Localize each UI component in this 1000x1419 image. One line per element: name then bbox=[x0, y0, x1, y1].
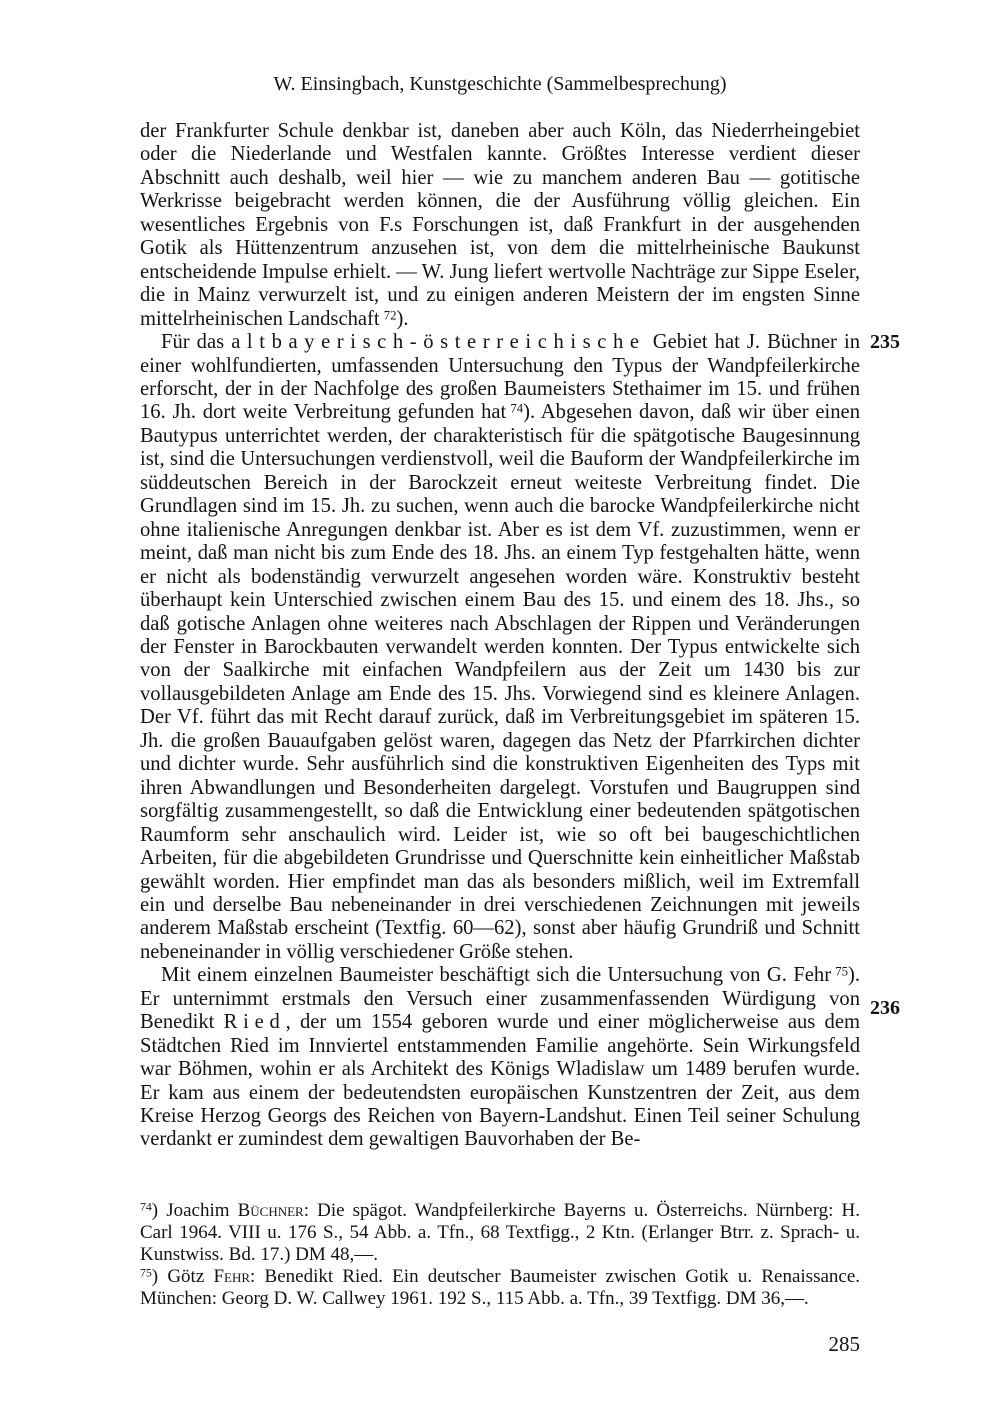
footnote-75-mark: 75 bbox=[140, 1266, 152, 1280]
page-number: 285 bbox=[828, 1332, 860, 1356]
footnote-75 bbox=[140, 1266, 860, 1310]
footnote-74-close: ) bbox=[151, 1200, 159, 1221]
paragraph-1-text: der Frankfurter Schule denkbar ist, daneben aber auch Köln, das Niederrheingebiet oder die Niederlande und Westfalen kannte. Größtes Interesse verdient dieser Abschnitt auch deshalb, weil hier — wie zu manchem anderen Bau — gotitische Werkrisse beigebracht werden können, die der Ausführung völlig gleichen. Ein wesentliches Ergebnis von F.s Forschungen ist, daß Frankfurt in der ausgehenden Gotik als Hüttenzentrum anzusehen ist, von dem die mittelrheinische Baukunst entscheidende Impulse erhielt. — W. Jung liefert wertvolle Nachträge zur Sippe Eseler, die in Mainz verwurzelt ist, und zu einigen anderen Meistern der im engsten Sinne mittelrheinischen Landschaft bbox=[140, 120, 860, 330]
footnote-75-text: : Benedikt Ried. Ein deutscher Baumeister zwischen Gotik u. Renaissance. München: Georg D. W. Callwey 1961. 192 S., 115 Abb. a. Tfn., 39 Textfigg. DM 36,—. bbox=[140, 1266, 861, 1309]
paragraph-1-end: ). bbox=[396, 307, 409, 330]
footnote-74-given-name: Joachim bbox=[166, 1200, 230, 1221]
paragraph-3-spaced-name: Ried bbox=[223, 1011, 286, 1034]
running-head: W. Einsingbach, Kunstgeschichte (Sammelbesprechung) bbox=[273, 73, 727, 95]
footnote-74-author: Büchner bbox=[237, 1200, 304, 1221]
paragraph-3 bbox=[140, 964, 860, 1152]
paragraph-2-after: Gebiet hat J. Büchner in einer wohlfundierten, umfassenden Untersuchung den Typus der Wandpfeilerkirche erforscht, der in der Nachfolge des großen Baumeisters Stethaimer im 15. und frühen 16. Jh. dort weite Verbreitung gefunden hat bbox=[140, 331, 860, 424]
body-text bbox=[140, 120, 860, 1152]
footnote-75-close: ) bbox=[151, 1266, 159, 1287]
paragraph-3-after: , der um 1554 geboren wurde und einer möglicherweise aus dem Städtchen Ried im Innviertel entstammenden Familie angehörte. Sein Wirkungsfeld war Böhmen, wohin er als Architekt des Königs Wladislaw um 1489 berufen wurde. Er kam aus einem der bedeutendsten europäischen Kunstzentren der Zeit, aus dem Kreise Herzog Georgs des Reichen von Bayern-Landshut. Einen Teil seiner Schulung verdankt er zumindest dem gewaltigen Bauvorhaben der Be- bbox=[140, 1011, 861, 1151]
footnote-ref-74: 74 bbox=[510, 401, 524, 416]
footnotes bbox=[140, 1200, 860, 1310]
footnote-ref-75: 75 bbox=[835, 964, 848, 979]
paragraph-1 bbox=[140, 120, 860, 331]
paragraph-3-before: Mit einem einzelnen Baumeister beschäftigt sich die Untersuchung von G. Fehr bbox=[161, 964, 832, 987]
footnote-ref-72: 72 bbox=[383, 307, 397, 322]
footnote-74-text: : Die spägot. Wandpfeilerkirche Bayerns u. Österreichs. Nürnberg: H. Carl 1964. VIII u. 176 S., 54 Abb. a. Tfn., 68 Textfigg., 2 Ktn. (Erlanger Btrr. z. Sprach- u. Kunstwiss. Bd. 17.) DM 48,—. bbox=[140, 1200, 861, 1265]
paragraph-2-spaced-term: altbayerisch-österreichische bbox=[231, 331, 646, 354]
margin-number-236: 236 bbox=[870, 997, 900, 1019]
footnote-74-mark: 74 bbox=[140, 1200, 152, 1214]
paragraph-3-middle: ). Er unternimmt erstmals den Versuch einer zusammenfassenden Würdigung von Benedikt bbox=[140, 964, 860, 1034]
footnote-75-given-name: Götz bbox=[167, 1266, 205, 1287]
margin-number-235: 235 bbox=[870, 331, 900, 353]
footnote-75-author: Fehr bbox=[213, 1266, 251, 1287]
paragraph-2-before: Für das bbox=[161, 331, 232, 354]
paragraph-2 bbox=[140, 331, 860, 964]
footnote-74 bbox=[140, 1200, 860, 1266]
paragraph-2-end: ). Abgesehen davon, daß wir über einen Bautypus unterrichtet werden, der charakteristisch für die spätgotische Baugesinnung ist, sind die Untersuchungen verdienstvoll, weil die Bauform der Wandpfeilerkirche im süddeutschen Bereich in der Barockzeit erneut weiteste Verbreitung findet. Die Grundlagen sind im 15. Jh. zu suchen, wenn auch die barocke Wandpfeilerkirche nicht ohne italienische Anregungen denkbar ist. Aber es ist dem Vf. zuzustimmen, wenn er meint, daß man nicht bis zum Ende des 18. Jhs. an einem Typ festgehalten hätte, wenn er nicht als bodenständig verwurzelt angesehen worden wäre. Konstruktiv besteht überhaupt kein Unterschied zwischen einem Bau des 15. und einem des 18. Jhs., so daß gotische Anlagen ohne weiteres nach Abschlagen der Rippen und Veränderungen der Fenster in Barockbauten verwandelt werden konnten. Der Typus entwickelte sich von der Saalkirche mit einfachen Wandpfeilern aus der Zeit um 1430 bis zur vollausgebildeten Anlage am Ende des 15. Jhs. Vorwiegend sind es kleinere Anlagen. Der Vf. führt das mit Recht darauf zurück, daß im Verbreitungsgebiet im späteren 15. Jh. die großen Bauaufgaben gelöst waren, dagegen das Netz der Pfarrkirchen dichter und dichter wurde. Sehr ausführlich sind die konstruktiven Eigenheiten des Typs mit ihren Abwandlungen und Besonderheiten dargelegt. Vorstufen und Baugruppen sind sorgfältig zusammengestellt, so daß die Entwicklung einer bedeutenden spätgotischen Raumform sehr anschaulich wird. Leider ist, wie so oft bei baugeschichtlichen Arbeiten, für die abgebildeten Grundrisse und Querschnitte kein einheitlicher Maßstab gewählt worden. Hier empfindet man das als besonders mißlich, weil im Extremfall ein und derselbe Bau nebeneinander in drei verschiedenen Zeichnungen mit jeweils anderem Maßstab erscheint (Textfig. 60—62), sonst aber häufig Grundriß und Schnitt nebeneinander in völlig verschiedener Größe stehen. bbox=[140, 401, 860, 963]
